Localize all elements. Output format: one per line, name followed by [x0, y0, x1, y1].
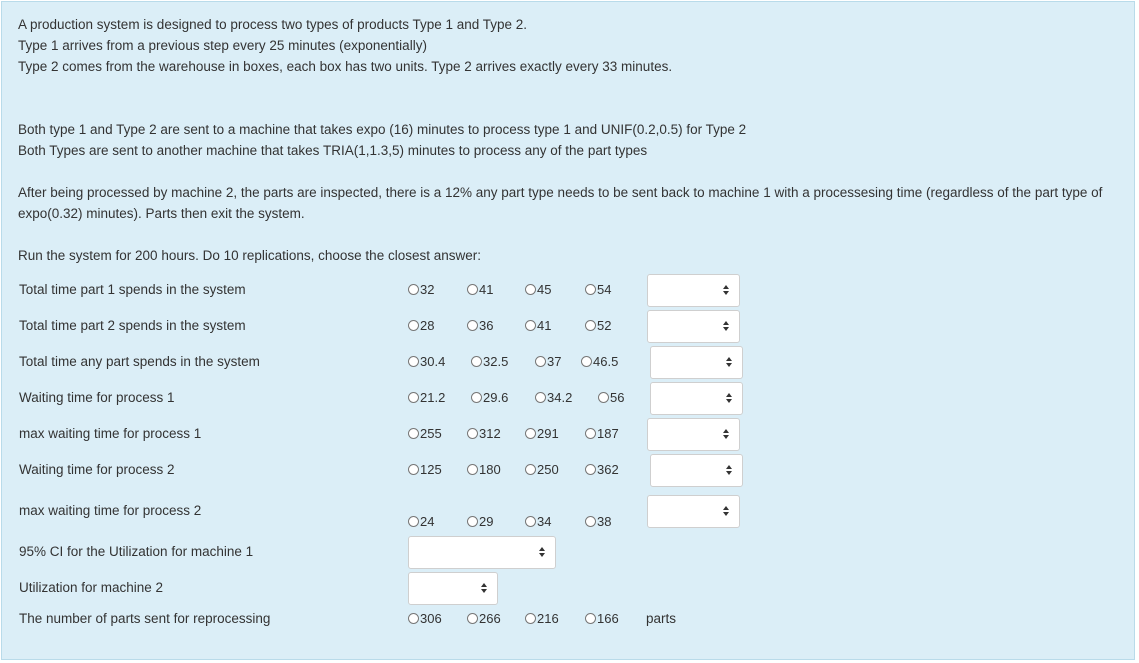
answer-option[interactable] [408, 354, 445, 369]
instruction-line: Run the system for 200 hours. Do 10 replications, choose the closest answer: [18, 248, 481, 263]
option-value: 52 [597, 318, 612, 333]
answer-option[interactable] [408, 390, 445, 405]
radio-button[interactable] [535, 392, 546, 403]
question-label: The number of parts sent for reprocessing [19, 611, 271, 626]
machines-text [18, 119, 1118, 161]
radio-button[interactable] [467, 320, 478, 331]
instruction-text [18, 245, 1118, 266]
question-label: max waiting time for process 1 [19, 426, 202, 441]
option-value: 216 [537, 611, 559, 626]
answer-option[interactable] [525, 514, 551, 529]
answer-option[interactable] [467, 282, 493, 297]
option-value: 28 [420, 318, 435, 333]
radio-button[interactable] [408, 392, 419, 403]
option-value: 266 [479, 611, 501, 626]
radio-button[interactable] [525, 613, 536, 624]
question-label: Waiting time for process 2 [19, 462, 175, 477]
answer-option[interactable] [535, 354, 561, 369]
answer-option[interactable] [408, 426, 442, 441]
answer-select[interactable] [650, 346, 743, 379]
select-arrows-icon [723, 321, 730, 333]
select-arrows-icon [726, 357, 733, 369]
option-value: 41 [537, 318, 552, 333]
answer-option[interactable] [598, 390, 624, 405]
option-value: 37 [547, 354, 562, 369]
select-arrows-icon [726, 465, 733, 477]
answer-option[interactable] [408, 514, 434, 529]
radio-button[interactable] [585, 516, 596, 527]
option-value: 255 [420, 426, 442, 441]
question-label: Total time any part spends in the system [19, 354, 260, 369]
answer-option[interactable] [467, 462, 501, 477]
select-arrows-icon [723, 506, 730, 518]
question-panel [1, 1, 1135, 660]
answer-option[interactable] [525, 426, 559, 441]
answer-select[interactable] [647, 310, 740, 343]
question-label: Total time part 2 spends in the system [19, 318, 246, 333]
intro-line: Type 2 comes from the warehouse in boxes, each box has two units. Type 2 arrives exactly every 33 minutes. [18, 59, 673, 74]
answer-select[interactable] [408, 536, 556, 569]
option-value: 125 [420, 462, 442, 477]
intro-text [18, 14, 1118, 77]
option-value: 34 [537, 514, 552, 529]
answer-option[interactable] [585, 426, 619, 441]
answer-option[interactable] [471, 390, 508, 405]
select-arrows-icon [726, 393, 733, 405]
answer-option[interactable] [525, 462, 559, 477]
radio-button[interactable] [585, 613, 596, 624]
answer-option[interactable] [535, 390, 572, 405]
answer-option[interactable] [525, 318, 551, 333]
option-value: 32.5 [483, 354, 509, 369]
option-value: 180 [479, 462, 501, 477]
option-value: 187 [597, 426, 619, 441]
option-value: 24 [420, 514, 435, 529]
radio-button[interactable] [585, 284, 596, 295]
radio-button[interactable] [471, 356, 482, 367]
option-value: 362 [597, 462, 619, 477]
answer-option[interactable] [585, 282, 611, 297]
select-arrows-icon [723, 285, 730, 297]
radio-button[interactable] [467, 428, 478, 439]
option-value: 46.5 [593, 354, 619, 369]
radio-button[interactable] [467, 464, 478, 475]
answer-option[interactable] [408, 282, 434, 297]
option-value: 54 [597, 282, 612, 297]
inspection-text [18, 182, 1118, 224]
inspection-paragraph: After being processed by machine 2, the parts are inspected, there is a 12% any part type needs to be sent back to machine 1 with a processesing time (regardless of the part type of expo(0.32) minutes). Parts then exit the system. [18, 185, 1103, 221]
radio-button[interactable] [598, 392, 609, 403]
answer-option[interactable] [585, 611, 619, 626]
answer-option[interactable] [581, 354, 618, 369]
option-value: 250 [537, 462, 559, 477]
radio-button[interactable] [408, 284, 419, 295]
option-value: 306 [420, 611, 442, 626]
radio-button[interactable] [585, 428, 596, 439]
option-value: 36 [479, 318, 494, 333]
answer-select[interactable] [650, 454, 743, 487]
radio-button[interactable] [408, 428, 419, 439]
answer-option[interactable] [585, 318, 611, 333]
option-value: 32 [420, 282, 435, 297]
answer-option[interactable] [525, 282, 551, 297]
radio-button[interactable] [585, 464, 596, 475]
radio-button[interactable] [581, 356, 592, 367]
radio-button[interactable] [471, 392, 482, 403]
radio-button[interactable] [525, 428, 536, 439]
radio-button[interactable] [525, 464, 536, 475]
option-value: 34.2 [547, 390, 573, 405]
question-label: Total time part 1 spends in the system [19, 282, 246, 297]
option-value: 41 [479, 282, 494, 297]
answer-option[interactable] [467, 611, 501, 626]
option-value: 312 [479, 426, 501, 441]
answer-option[interactable] [408, 462, 442, 477]
answer-option[interactable] [467, 514, 493, 529]
intro-line: Type 1 arrives from a previous step every 25 minutes (exponentially) [18, 38, 427, 53]
machine-line: Both type 1 and Type 2 are sent to a machine that takes expo (16) minutes to process type 1 and UNIF(0.2,0.5) for Type 2 [18, 122, 747, 137]
select-arrows-icon [539, 547, 546, 559]
radio-button[interactable] [525, 284, 536, 295]
answer-select[interactable] [650, 382, 743, 415]
answer-option[interactable] [408, 611, 442, 626]
machine-line: Both Types are sent to another machine that takes TRIA(1,1.3,5) minutes to process any of the part types [18, 143, 648, 158]
answer-option[interactable] [467, 426, 501, 441]
answer-select[interactable] [647, 495, 740, 528]
select-arrows-icon [481, 583, 488, 595]
radio-button[interactable] [467, 613, 478, 624]
radio-button[interactable] [408, 356, 419, 367]
answer-option[interactable] [585, 514, 611, 529]
option-value: 29 [479, 514, 494, 529]
answer-option[interactable] [408, 318, 434, 333]
radio-button[interactable] [535, 356, 546, 367]
radio-button[interactable] [467, 516, 478, 527]
question-label: 95% CI for the Utilization for machine 1 [19, 544, 254, 559]
select-arrows-icon [723, 429, 730, 441]
unit-suffix: parts [646, 611, 677, 626]
answer-option[interactable] [585, 462, 619, 477]
answer-select[interactable] [647, 418, 740, 451]
answer-option[interactable] [467, 318, 493, 333]
question-label: max waiting time for process 2 [19, 503, 202, 518]
question-label: Waiting time for process 1 [19, 390, 175, 405]
radio-button[interactable] [408, 320, 419, 331]
option-value: 30.4 [420, 354, 446, 369]
radio-button[interactable] [585, 320, 596, 331]
radio-button[interactable] [467, 284, 478, 295]
radio-button[interactable] [525, 516, 536, 527]
option-value: 29.6 [483, 390, 509, 405]
option-value: 56 [610, 390, 625, 405]
radio-button[interactable] [408, 516, 419, 527]
radio-button[interactable] [408, 613, 419, 624]
option-value: 38 [597, 514, 612, 529]
radio-button[interactable] [408, 464, 419, 475]
option-value: 21.2 [420, 390, 446, 405]
answer-option[interactable] [525, 611, 559, 626]
answer-select[interactable] [408, 572, 498, 605]
option-value: 45 [537, 282, 552, 297]
option-value: 291 [537, 426, 559, 441]
answer-select[interactable] [647, 274, 740, 307]
radio-button[interactable] [525, 320, 536, 331]
intro-line: A production system is designed to process two types of products Type 1 and Type 2. [18, 17, 528, 32]
question-label: Utilization for machine 2 [19, 580, 164, 595]
option-value: 166 [597, 611, 619, 626]
answer-option[interactable] [471, 354, 508, 369]
